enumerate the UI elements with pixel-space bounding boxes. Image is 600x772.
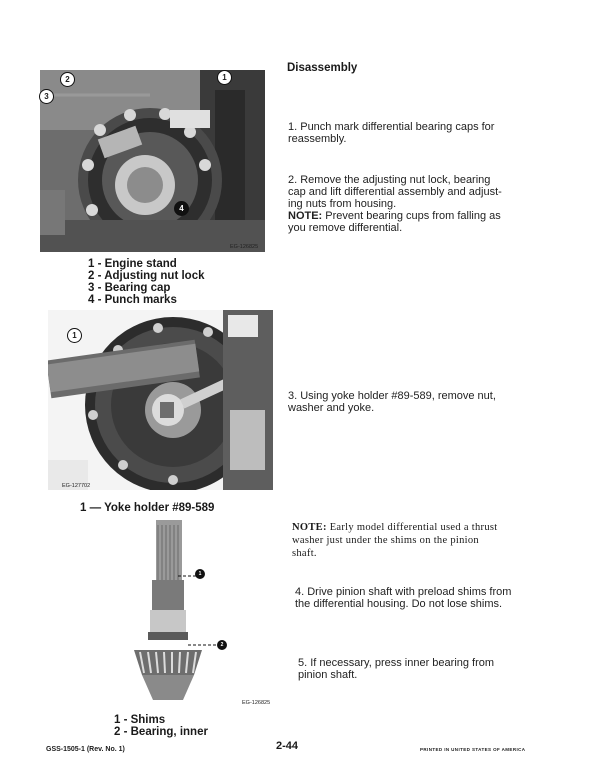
figure-1-photo (40, 70, 265, 252)
page-number: 2-44 (276, 740, 299, 752)
figure-1-callout-3: 3 (39, 89, 54, 104)
legend-item: 2 - Bearing, inner (114, 726, 208, 738)
figure-3-callout-1: 1 (195, 569, 205, 579)
thrust-washer-note (292, 521, 497, 560)
step-4 (295, 586, 511, 610)
figure-2-legend (80, 502, 214, 514)
note-label: NOTE: (288, 210, 323, 222)
figure-1-callout-1: 1 (217, 70, 232, 85)
step-2-note-line: you remove differential. (288, 222, 403, 234)
note-label: NOTE: (292, 522, 327, 533)
step-3-line: 3. Using yoke holder #89-589, remove nut, (288, 390, 496, 402)
step-2 (288, 174, 502, 234)
figure-1-callout-4: 4 (174, 201, 189, 216)
figure-1-callout-2: 2 (60, 72, 75, 87)
legend-item: 3 - Bearing cap (88, 282, 171, 294)
figure-3-photo (128, 520, 238, 702)
legend-item: 1 - Engine stand (88, 258, 177, 270)
legend-item: 1 - Shims (114, 714, 166, 726)
step-4-line: 4. Drive pinion shaft with preload shims from (295, 586, 512, 598)
section-title: Disassembly (287, 62, 358, 74)
note-text: Prevent bearing cups from falling as (322, 210, 501, 222)
step-2-note (288, 210, 502, 222)
figure-3-callout-2: 2 (217, 640, 227, 650)
figure-3-code: EG-126825 (242, 700, 271, 706)
legend-item: 4 - Punch marks (88, 294, 177, 306)
figure-1-code: EG-126825 (230, 244, 259, 250)
note-line (292, 521, 497, 534)
figure-3-legend (114, 714, 208, 738)
step-5 (298, 657, 494, 681)
step-2-line: ing nuts from housing. (288, 198, 397, 210)
note-text: Early model differential used a thrust (326, 522, 498, 533)
step-2-line: 2. Remove the adjusting nut lock, bearing (288, 174, 491, 186)
step-5-line: 5. If necessary, press inner bearing from (298, 657, 495, 669)
footer-printed: PRINTED IN UNITED STATES OF AMERICA (420, 747, 526, 752)
note-line: shaft. (292, 548, 317, 559)
figure-2-code: EG-127702 (62, 483, 91, 489)
step-5-line: pinion shaft. (298, 669, 358, 681)
step-1-line: 1. Punch mark differential bearing caps for (288, 121, 495, 133)
step-2-line: cap and lift differential assembly and adjust- (288, 186, 502, 198)
step-3 (288, 390, 496, 414)
note-line: washer just under the shims on the pinion (292, 535, 479, 546)
step-1 (288, 121, 494, 145)
step-1-line: reassembly. (288, 133, 347, 145)
figure-2-callout-1: 1 (67, 328, 82, 343)
step-4-line: the differential housing. Do not lose shims. (295, 598, 503, 610)
figure-1-legend (88, 258, 205, 306)
footer-doc-id: GSS-1505-1 (Rev. No. 1) (46, 746, 125, 753)
legend-item: 1 — Yoke holder #89-589 (80, 502, 215, 514)
step-3-line: washer and yoke. (288, 402, 375, 414)
legend-item: 2 - Adjusting nut lock (88, 270, 205, 282)
